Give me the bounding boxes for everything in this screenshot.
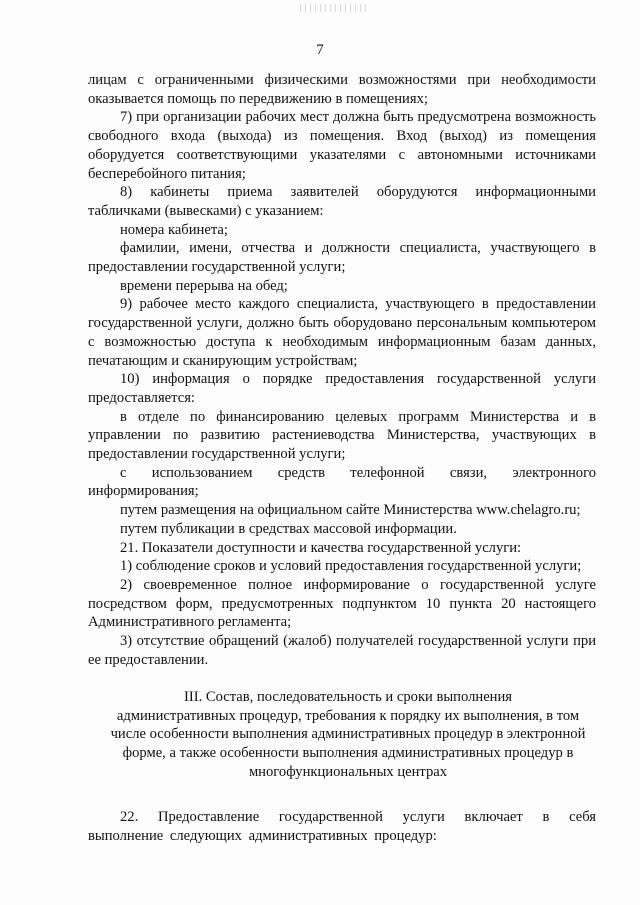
body-text [88,71,596,670]
paragraph: 21. Показатели доступности и качества государственной услуги: [120,539,522,556]
paragraph: 1) соблюдение сроков и условий предоставления государственной услуги; [120,558,582,575]
paragraph: лицам с ограниченными физическими возможностями при необходимости оказывается помощь по передвижению в помещениях; [88,72,596,107]
section-heading-line: административных процедур, требования к порядку их выполнения, в том [116,707,580,724]
page-number: 7 [316,42,324,58]
section-heading-line: форме, а также особенности выполнения административных процедур в [122,745,574,762]
paragraph: 22. Предоставление государственной услуги включает в себя выполнение следующих административных процедур: [88,809,596,844]
paragraph: номера кабинета; [120,221,228,238]
paragraph: 10) информация о порядке предоставления государственной услуги предоставляется: [88,371,596,406]
paragraph: путем публикации в средствах массовой информации. [120,520,457,537]
paragraph: 3) отсутствие обращений (жалоб) получателей государственной услуги при ее предоставлении. [88,633,596,668]
paragraph: 8) кабинеты приема заявителей оборудуются информационными табличками (вывесками) с указанием: [88,184,596,219]
paragraph: фамилии, имени, отчества и должности специалиста, участвующего в предоставлении государственной услуги; [88,240,596,276]
paragraph: 9) рабочее место каждого специалиста, участвующего в предоставлении государственной услуги, должно быть оборудовано персональным компьютером с возможностью доступа к необходимым информационным базам данных, печатающим и сканирующим устройствам; [88,296,596,369]
section-heading-line: многофункциональных центрах [248,763,448,780]
scan-artifact [300,4,370,12]
paragraph: с использованием средств телефонной связи, электронного информирования; [88,464,596,500]
final-text [88,808,596,845]
section-heading-line: числе особенности выполнения административных процедур в электронной [110,726,586,743]
paragraph: 2) своевременное полное информирование о государственной услуге посредством форм, предусмотренных подпунктом 10 пункта 20 настоящего Административного регламента; [88,576,596,631]
paragraph: 7) при организации рабочих мест должна быть предусмотрена возможность свободного входа (выхода) из помещения. Вход (выход) из помещения оборудуется соответствующими указателями с автономными источниками бесперебойного питания; [88,109,596,182]
section-heading [96,688,600,782]
paragraph: путем размещения на официальном сайте Министерства www.chelagro.ru; [120,502,581,519]
paragraph: в отделе по финансированию целевых программ Министерства и в управлении по развитию растениеводства Министерства, участвующих в предоставлении государственной услуги; [88,408,596,463]
section-heading-line: III. Состав, последовательность и сроки выполнения [183,689,513,705]
paragraph: времени перерыва на обед; [120,277,288,294]
